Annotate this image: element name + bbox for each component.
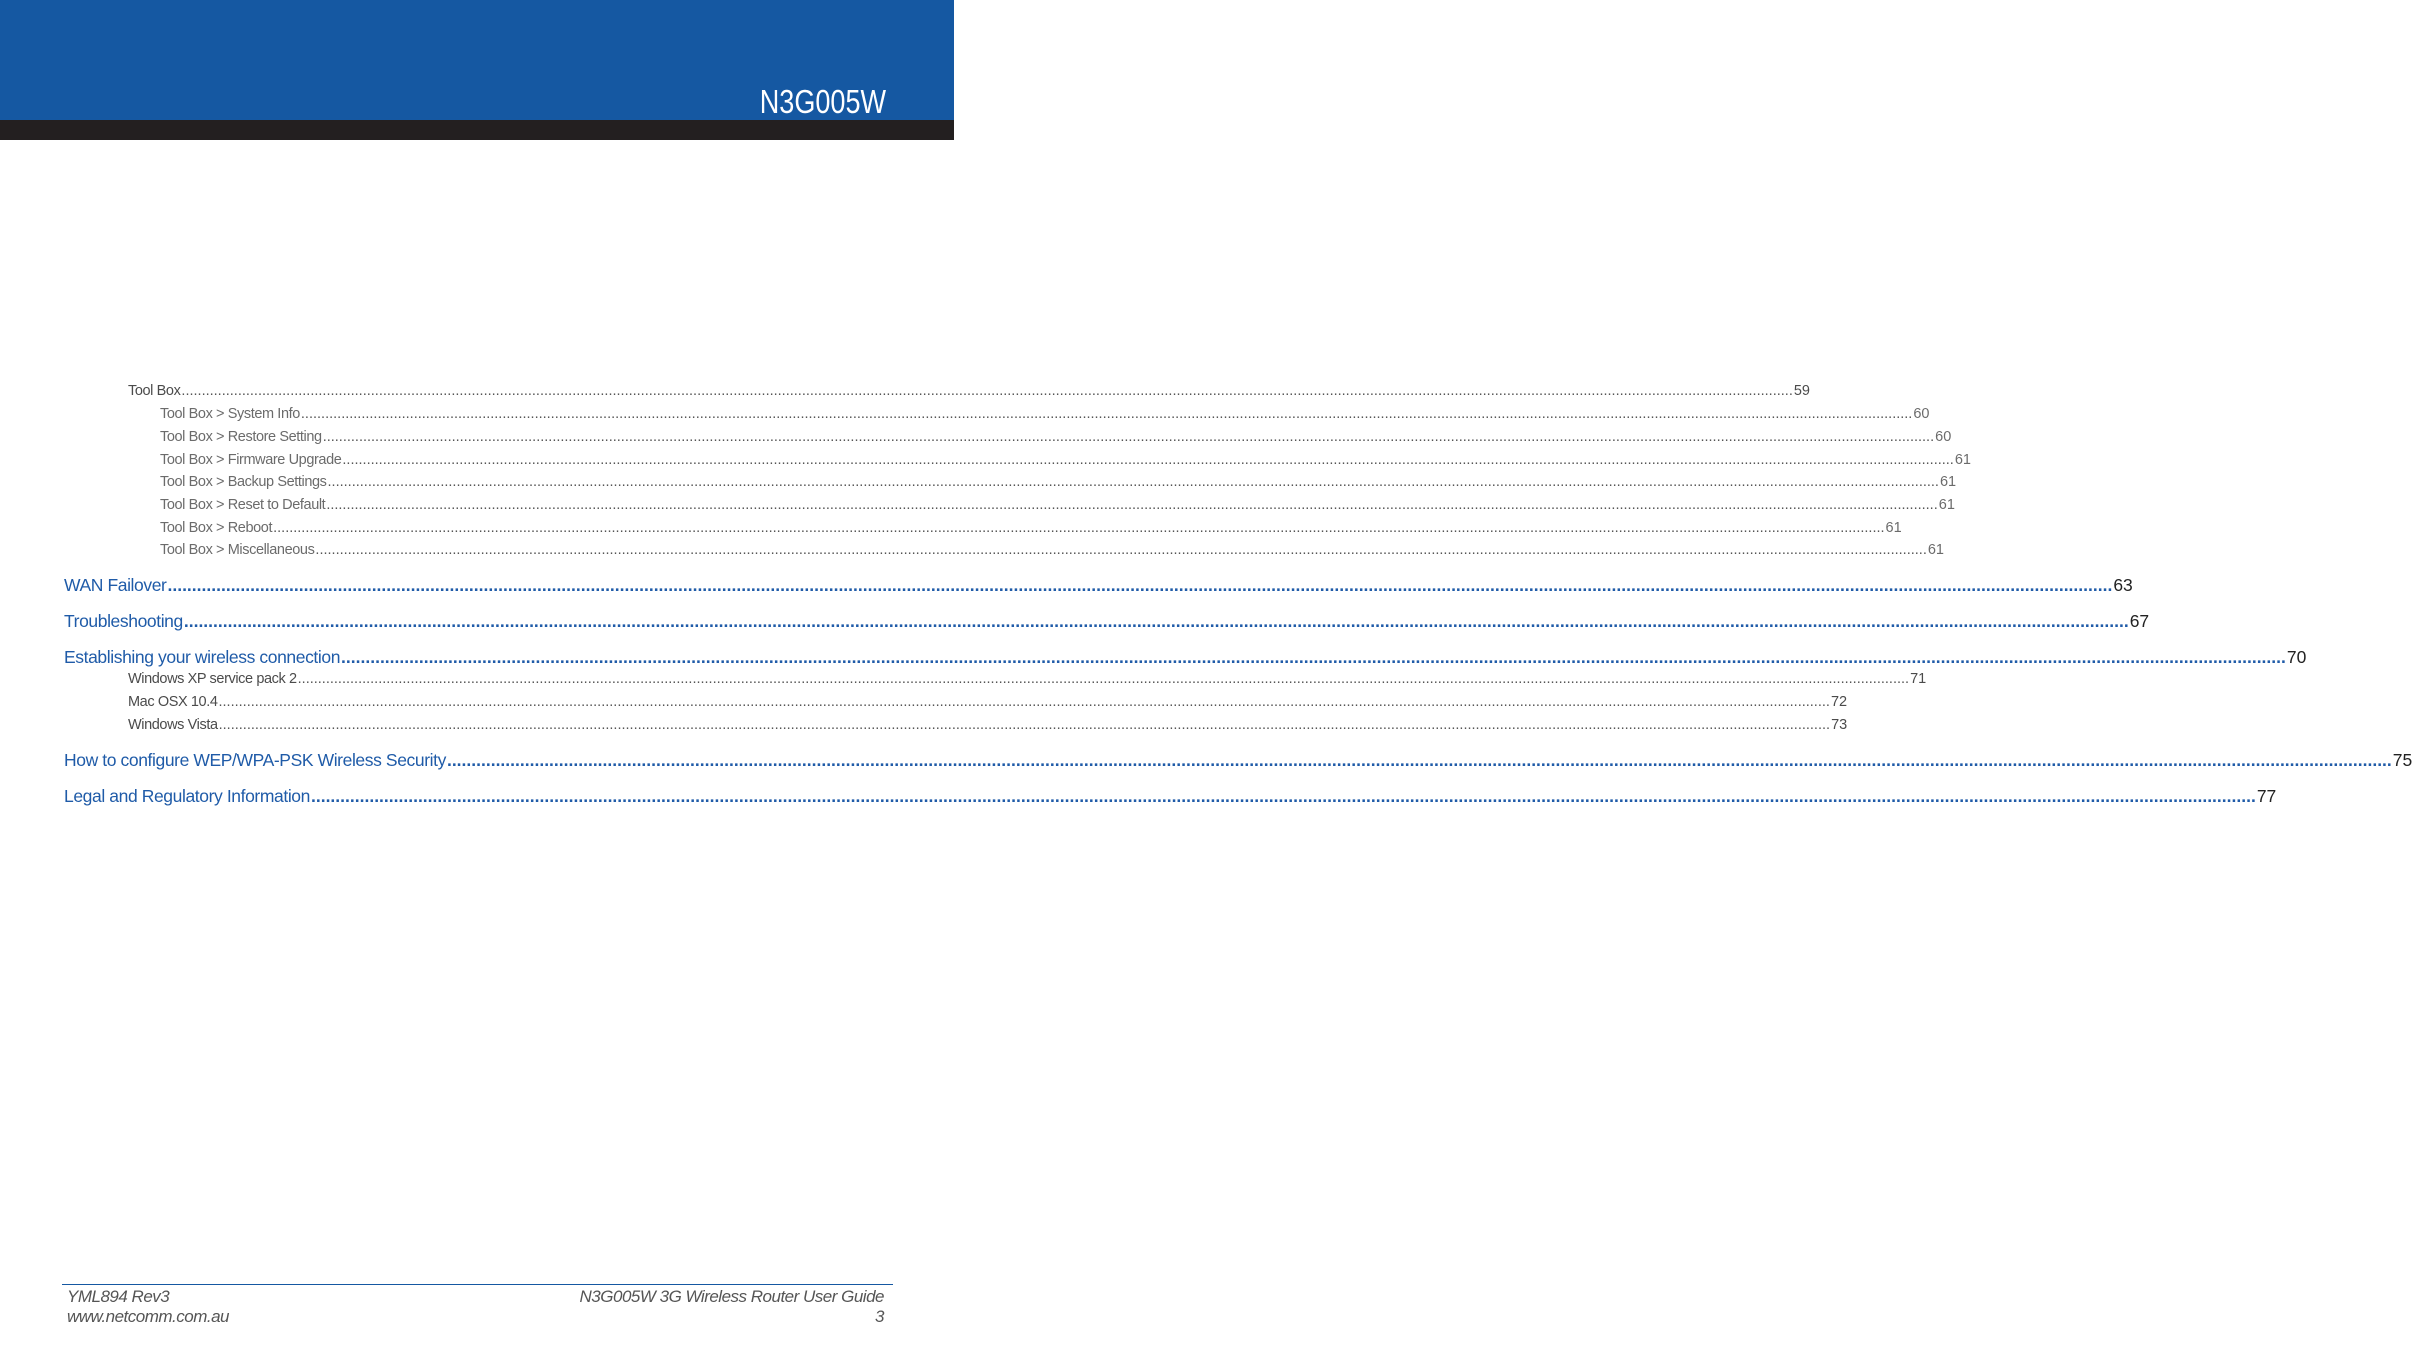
toc-entry-title: Tool Box > Miscellaneous [160,542,315,558]
toc-entry[interactable] [64,611,2150,637]
toc-entry[interactable] [128,383,1810,405]
toc-dot-leader: ................................................................................................................................................................................................................................................................................................................................................................................................................ [326,497,1938,513]
toc-entry[interactable] [128,717,1848,739]
toc-entry-title: How to configure WEP/WPA-PSK Wireless Security [64,750,446,770]
toc-entry-title: Tool Box > System Info [160,406,300,422]
header-divider-bar [0,120,954,140]
toc-entry[interactable] [160,406,1930,428]
toc-entry[interactable] [64,647,2307,673]
toc-entry-page: 73 [1831,717,1848,733]
toc-entry[interactable] [160,474,1957,496]
toc-dot-leader: ................................................................................................................................................................................................................................................................................................................................................................................................................ [341,647,2286,667]
toc-entry[interactable] [160,452,1971,474]
toc-dot-leader: ................................................................................................................................................................................................................................................................................................................................................................................................................ [183,611,2129,631]
toc-entry-title: Windows Vista [128,717,218,733]
footer-website: www.netcomm.com.au [67,1307,229,1326]
toc-entry-page: 70 [2286,647,2307,667]
toc-entry-page: 75 [2392,750,2412,770]
toc-entry-page: 60 [1913,406,1930,422]
toc-entry-page: 61 [1954,452,1971,468]
toc-entry-title: Mac OSX 10.4 [128,694,218,710]
toc-entry[interactable] [64,786,2277,812]
toc-entry-title: Tool Box > Backup Settings [160,474,327,490]
toc-entry-title: Tool Box > Restore Setting [160,429,322,445]
toc-entry[interactable] [128,671,1927,693]
toc-entry-page: 61 [1885,520,1902,536]
toc-entry[interactable] [160,497,1955,519]
toc-entry-page: 60 [1935,429,1952,445]
product-title: N3G005W [759,83,886,120]
toc-dot-leader: ................................................................................................................................................................................................................................................................................................................................................................................................................ [273,520,1885,536]
toc-dot-leader: ................................................................................................................................................................................................................................................................................................................................................................................................................ [181,383,1793,399]
toc-entry-title: Tool Box > Firmware Upgrade [160,452,342,468]
toc-dot-leader: ................................................................................................................................................................................................................................................................................................................................................................................................................ [327,474,1939,490]
toc-entry[interactable] [160,520,1902,542]
toc-dot-leader: ................................................................................................................................................................................................................................................................................................................................................................................................................ [218,717,1831,733]
toc-entry-page: 61 [1939,474,1957,490]
toc-entry-title: WAN Failover [64,575,167,595]
toc-dot-leader: ................................................................................................................................................................................................................................................................................................................................................................................................................ [315,542,1927,558]
toc-dot-leader: ................................................................................................................................................................................................................................................................................................................................................................................................................ [322,429,1935,445]
toc-dot-leader: ................................................................................................................................................................................................................................................................................................................................................................................................................ [218,694,1830,710]
toc-entry-page: 67 [2129,611,2150,631]
toc-entry-title: Tool Box > Reset to Default [160,497,326,513]
toc-entry-title: Tool Box > Reboot [160,520,273,536]
toc-entry-page: 61 [1927,542,1944,558]
footer-rule [62,1284,893,1285]
toc-entry-title: Troubleshooting [64,611,183,631]
toc-entry[interactable] [160,429,1952,451]
toc-entry-title: Establishing your wireless connection [64,647,341,667]
toc-dot-leader: ................................................................................................................................................................................................................................................................................................................................................................................................................ [300,406,1913,422]
toc-entry-title: Tool Box [128,383,181,399]
footer-guide-title: N3G005W 3G Wireless Router User Guide [579,1287,884,1306]
toc-dot-leader: ................................................................................................................................................................................................................................................................................................................................................................................................................ [297,671,1910,687]
toc-entry-page: 77 [2256,786,2277,806]
toc-entry[interactable] [64,575,2133,601]
toc-entry-title: Windows XP service pack 2 [128,671,297,687]
toc-dot-leader: ................................................................................................................................................................................................................................................................................................................................................................................................................ [310,786,2256,806]
toc-entry-page: 59 [1793,383,1810,399]
toc-entry-title: Legal and Regulatory Information [64,786,310,806]
footer-doc-code: YML894 Rev3 [67,1287,170,1306]
toc-dot-leader: ................................................................................................................................................................................................................................................................................................................................................................................................................ [342,452,1954,468]
toc-entry[interactable] [128,694,1848,716]
toc-dot-leader: ................................................................................................................................................................................................................................................................................................................................................................................................................ [167,575,2113,595]
toc-entry-page: 61 [1938,497,1955,513]
toc-entry[interactable] [160,542,1944,564]
toc-entry[interactable] [64,750,2412,776]
toc-dot-leader: ................................................................................................................................................................................................................................................................................................................................................................................................................ [446,750,2392,770]
toc-entry-page: 63 [2113,575,2133,595]
toc-entry-page: 72 [1830,694,1848,710]
toc-entry-page: 71 [1910,671,1927,687]
footer-page-number: 3 [875,1307,884,1326]
